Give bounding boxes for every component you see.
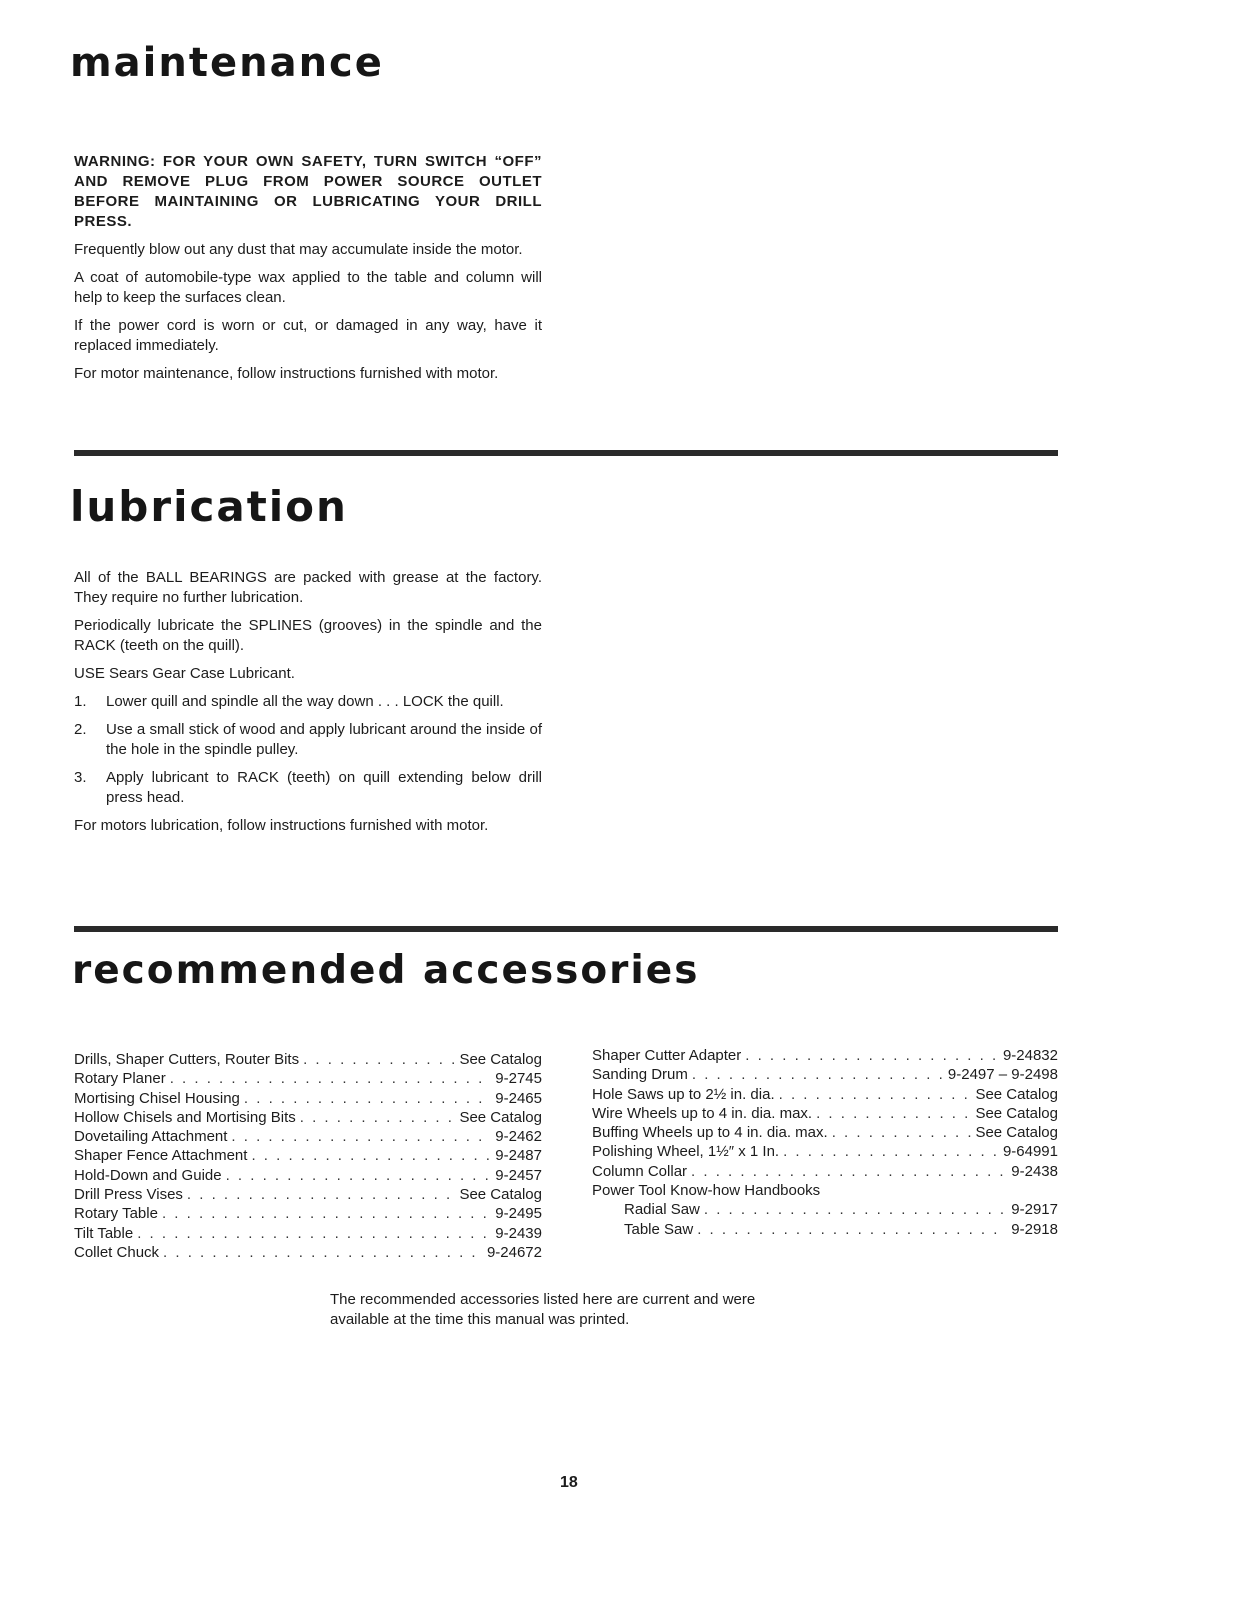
accessory-name: Shaper Fence Attachment — [74, 1147, 248, 1165]
accessory-row — [74, 1089, 542, 1108]
accessory-part-number: 9-2487 — [495, 1147, 542, 1165]
accessory-name: Collet Chuck — [74, 1243, 160, 1261]
accessory-row — [74, 1166, 542, 1185]
dot-leader — [704, 1200, 1007, 1219]
dot-leader — [692, 1065, 944, 1084]
accessory-row — [74, 1243, 542, 1262]
dot-leader — [187, 1185, 456, 1204]
dot-leader — [137, 1224, 491, 1243]
lubrication-heading: lubrication — [70, 482, 348, 531]
accessory-part-number: See Catalog — [459, 1186, 542, 1204]
accessory-name: Wire Wheels up to 4 in. dia. max. — [592, 1104, 813, 1122]
dot-leader — [163, 1243, 483, 1262]
accessory-part-number: 9-24672 — [486, 1243, 542, 1261]
accessory-name: Drills, Shaper Cutters, Router Bits — [74, 1051, 300, 1068]
list-item — [74, 720, 542, 760]
accessory-row — [592, 1220, 1058, 1239]
accessory-name: Hold-Down and Guide — [74, 1166, 222, 1184]
accessory-name: Tilt Table — [74, 1224, 134, 1242]
lubrication-paragraph: Periodically lubricate the SPLINES (grooves) in the spindle and the RACK (teeth on the quill). — [74, 617, 542, 654]
accessory-row — [74, 1146, 542, 1165]
lubrication-paragraph: USE Sears Gear Case Lubricant. — [74, 665, 295, 682]
dot-leader — [231, 1127, 491, 1146]
accessory-name: Column Collar — [592, 1162, 688, 1180]
accessory-name: Hollow Chisels and Mortising Bits — [74, 1108, 296, 1126]
accessory-part-number: 9-2439 — [495, 1224, 542, 1242]
dot-leader — [162, 1204, 491, 1223]
accessory-row — [74, 1204, 542, 1223]
dot-leader — [226, 1166, 492, 1185]
accessory-part-number: 9-2495 — [495, 1205, 542, 1223]
accessory-name: Polishing Wheel, 1½″ x 1 In. — [592, 1143, 780, 1161]
accessory-part-number: See Catalog — [459, 1051, 542, 1068]
accessory-name: Table Saw — [624, 1220, 694, 1238]
list-item — [74, 768, 542, 808]
accessory-row — [74, 1185, 542, 1204]
dot-leader — [244, 1089, 491, 1108]
accessory-name: Dovetailing Attachment — [74, 1128, 228, 1146]
accessory-part-number: 9-2465 — [495, 1089, 542, 1107]
accessory-part-number: 9-2438 — [1011, 1162, 1058, 1180]
step-number: 3. — [74, 769, 87, 786]
dot-leader — [300, 1108, 456, 1127]
accessory-name: Buffing Wheels up to 4 in. dia. max. — [592, 1124, 828, 1142]
accessory-name: Sanding Drum — [592, 1066, 688, 1084]
dot-leader — [832, 1123, 972, 1142]
step-text: Apply lubricant to RACK (teeth) on quill extending below drill press head. — [106, 769, 542, 806]
accessory-row — [592, 1104, 1058, 1123]
accessory-name: Rotary Table — [74, 1205, 158, 1223]
section-divider — [74, 450, 1058, 456]
accessory-part-number: See Catalog — [975, 1104, 1058, 1122]
accessory-row — [74, 1127, 542, 1146]
accessories-right-list — [592, 1046, 1058, 1239]
accessories-note: The recommended accessories listed here are current and were available at the time this manual was printed. — [330, 1291, 756, 1328]
accessory-row — [592, 1085, 1058, 1104]
step-number: 2. — [74, 721, 87, 738]
lubrication-closing: For motors lubrication, follow instructions furnished with motor. — [74, 817, 489, 834]
maintenance-paragraph: A coat of automobile-type wax applied to the table and column will help to keep the surfaces clean. — [74, 269, 542, 306]
lubrication-section — [74, 568, 542, 844]
accessory-row — [74, 1050, 542, 1069]
accessory-part-number: See Catalog — [975, 1124, 1058, 1142]
accessory-name: Mortising Chisel Housing — [74, 1089, 240, 1107]
accessory-name: Hole Saws up to 2½ in. dia. — [592, 1085, 775, 1103]
safety-warning: WARNING: FOR YOUR OWN SAFETY, TURN SWITCH “OFF” AND REMOVE PLUG FROM POWER SOURCE OUTLET BEFORE MAINTAINING OR LUBRICATING YOUR DRILL PRESS. — [74, 153, 542, 230]
maintenance-section — [74, 152, 542, 392]
accessory-part-number: 9-2457 — [495, 1166, 542, 1184]
dot-leader — [816, 1104, 971, 1123]
accessory-part-number: See Catalog — [459, 1108, 542, 1126]
lubrication-steps — [74, 692, 542, 808]
page-number: 18 — [560, 1474, 578, 1491]
accessories-heading: recommended accessories — [72, 948, 700, 993]
accessory-part-number: See Catalog — [975, 1085, 1058, 1103]
accessory-part-number: 9-2918 — [1011, 1220, 1058, 1238]
accessory-part-number: 9-64991 — [1002, 1143, 1058, 1161]
accessories-left-list — [74, 1050, 542, 1262]
maintenance-paragraph: Frequently blow out any dust that may accumulate inside the motor. — [74, 241, 523, 258]
accessory-row — [592, 1142, 1058, 1161]
section-divider — [74, 926, 1058, 932]
step-text: Use a small stick of wood and apply lubricant around the inside of the hole in the spindle pulley. — [106, 721, 542, 758]
accessory-row — [592, 1123, 1058, 1142]
accessory-row — [74, 1069, 542, 1088]
accessory-name: Shaper Cutter Adapter — [592, 1047, 742, 1064]
accessory-part-number: 9-2497 – 9-2498 — [947, 1066, 1058, 1084]
maintenance-paragraph: If the power cord is worn or cut, or damaged in any way, have it replaced immediately. — [74, 317, 542, 354]
accessory-row — [592, 1046, 1058, 1065]
dot-leader — [170, 1069, 492, 1088]
step-text: Lower quill and spindle all the way down . . . LOCK the quill. — [106, 693, 504, 710]
dot-leader — [745, 1046, 999, 1065]
accessory-name: Drill Press Vises — [74, 1186, 183, 1204]
step-number: 1. — [74, 693, 87, 710]
maintenance-heading: maintenance — [70, 40, 384, 86]
accessory-name: Rotary Planer — [74, 1070, 166, 1088]
maintenance-paragraph: For motor maintenance, follow instructions furnished with motor. — [74, 365, 499, 382]
handbooks-heading: Power Tool Know-how Handbooks — [592, 1182, 821, 1200]
accessory-row — [592, 1162, 1058, 1181]
dot-leader — [691, 1162, 1007, 1181]
dot-leader — [251, 1146, 491, 1165]
dot-leader — [783, 1142, 999, 1161]
accessory-row — [74, 1224, 542, 1243]
accessory-part-number: 9-24832 — [1002, 1047, 1058, 1064]
dot-leader — [779, 1085, 972, 1104]
accessory-row — [592, 1065, 1058, 1084]
dot-leader — [697, 1220, 1007, 1239]
accessory-row — [592, 1200, 1058, 1219]
accessory-part-number: 9-2462 — [495, 1128, 542, 1146]
accessory-part-number: 9-2917 — [1011, 1201, 1058, 1219]
list-item — [74, 692, 542, 712]
accessory-row — [74, 1108, 542, 1127]
dot-leader — [303, 1050, 455, 1069]
accessory-part-number: 9-2745 — [495, 1070, 542, 1088]
lubrication-paragraph: All of the BALL BEARINGS are packed with grease at the factory. They require no further lubrication. — [74, 569, 542, 606]
accessory-name: Radial Saw — [624, 1201, 700, 1219]
